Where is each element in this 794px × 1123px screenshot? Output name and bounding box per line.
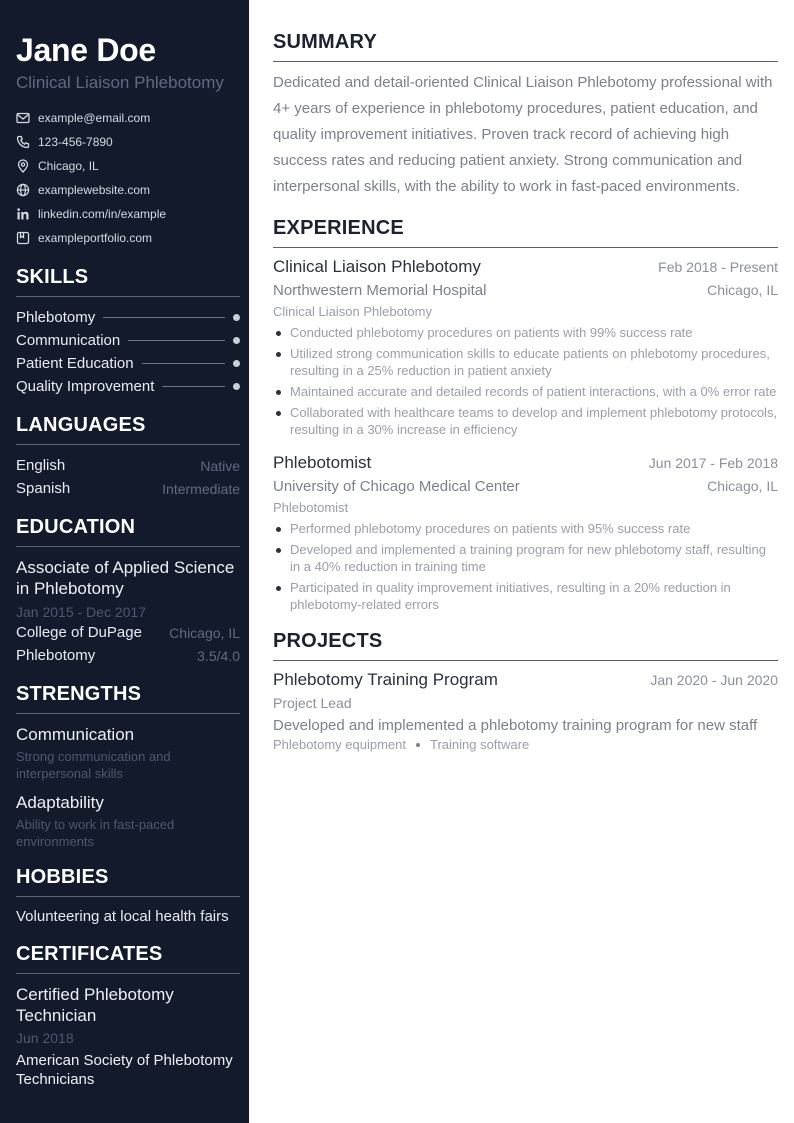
contact-linkedin[interactable] — [16, 202, 240, 226]
project-entry — [273, 669, 778, 752]
skill-leader-line — [162, 386, 225, 387]
project-header — [273, 669, 778, 691]
job-org-row — [273, 477, 778, 497]
skill-label: Phlebotomy — [16, 309, 96, 326]
projects-section — [273, 629, 778, 752]
language-level: Intermediate — [162, 480, 240, 497]
job-bullet: Utilized strong communication skills to educate patients on phlebotomy procedures, resulting in a 25% reduction in patient anxiety — [273, 345, 778, 379]
project-description: Developed and implemented a phlebotomy training program for new staff — [273, 717, 758, 734]
education-degree: Associate of Applied Science in Phlebotomy — [16, 558, 235, 598]
contact-phone-text: 123-456-7890 — [38, 135, 113, 149]
job-bullet: Developed and implemented a training program for new phlebotomy staff, resulting in a 40% reduction in training time — [273, 541, 778, 575]
skills-heading: SKILLS — [16, 265, 240, 297]
job-bullet: Maintained accurate and detailed records of patient interactions, with a 0% error rate — [273, 383, 778, 400]
summary-section — [273, 30, 778, 200]
skill-item — [16, 352, 240, 375]
skill-item — [16, 375, 240, 398]
job-header — [273, 256, 778, 278]
job-bullet: Participated in quality improvement initiatives, resulting in a 20% reduction in phlebotomy-related errors — [273, 579, 778, 613]
languages-heading: LANGUAGES — [16, 413, 240, 445]
certificates-heading: CERTIFICATES — [16, 942, 240, 974]
skill-label: Patient Education — [16, 355, 134, 372]
skill-leader-line — [142, 363, 225, 364]
job-entry — [273, 452, 778, 613]
contact-location — [16, 154, 240, 178]
job-subtitle: Phlebotomist — [273, 500, 349, 515]
skill-level-dot — [233, 337, 240, 344]
projects-heading: PROJECTS — [273, 629, 778, 661]
skill-label: Communication — [16, 332, 121, 349]
strength-description: Strong communication and interpersonal skills — [16, 749, 171, 781]
skill-label: Quality Improvement — [16, 378, 155, 395]
skill-level-dot — [233, 360, 240, 367]
education-school-row — [16, 621, 240, 644]
skill-item — [16, 306, 240, 329]
certificate-date: Jun 2018 — [16, 1030, 74, 1046]
email-icon — [16, 111, 30, 125]
experience-section — [273, 216, 778, 613]
hobbies-heading: HOBBIES — [16, 865, 240, 897]
language-level: Native — [200, 457, 240, 474]
project-dates: Jan 2020 - Jun 2020 — [650, 672, 778, 688]
job-bullets — [273, 324, 778, 438]
project-tag: Training software — [429, 737, 530, 752]
job-organization: University of Chicago Medical Center — [273, 478, 520, 495]
experience-heading: EXPERIENCE — [273, 216, 778, 248]
job-organization: Northwestern Memorial Hospital — [273, 282, 487, 299]
contact-website[interactable] — [16, 178, 240, 202]
language-item — [16, 454, 240, 477]
job-subtitle: Clinical Liaison Phlebotomy — [273, 304, 432, 319]
contact-location-text: Chicago, IL — [38, 159, 99, 173]
skills-list — [16, 306, 240, 398]
strengths-heading: STRENGTHS — [16, 682, 240, 714]
education-field: Phlebotomy — [16, 647, 96, 664]
job-bullet: Performed phlebotomy procedures on patients with 95% success rate — [273, 520, 778, 537]
contact-email[interactable] — [16, 106, 240, 130]
linkedin-icon — [16, 207, 30, 221]
skill-level-dot — [233, 383, 240, 390]
skill-leader-line — [128, 340, 225, 341]
contact-phone[interactable] — [16, 130, 240, 154]
strength-title: Adaptability — [16, 793, 104, 812]
strength-description: Ability to work in fast-paced environments — [16, 817, 175, 849]
education-location: Chicago, IL — [169, 624, 240, 641]
candidate-name: Jane Doe — [16, 32, 156, 68]
contact-website-text: examplewebsite.com — [38, 183, 151, 197]
education-gpa: 3.5/4.0 — [197, 647, 240, 664]
job-bullets — [273, 520, 778, 613]
project-title: Phlebotomy Training Program — [273, 670, 498, 689]
job-dates: Feb 2018 - Present — [658, 259, 778, 275]
education-heading: EDUCATION — [16, 515, 240, 547]
certificate-name: American Society of Phlebotomy Technicians — [16, 1052, 233, 1088]
skill-level-dot — [233, 314, 240, 321]
summary-text: Dedicated and detail-oriented Clinical Liaison Phlebotomy professional with 4+ years of experience in phlebotomy procedures, patient education, and quality improvement initiatives. Proven track record of achieving high success rates and reducing patient anxiety. Strong communication and interpersonal skills, with the ability to work in fast-paced environments. — [273, 74, 773, 195]
skill-item — [16, 329, 240, 352]
tag-separator — [416, 743, 420, 747]
contact-portfolio[interactable] — [16, 226, 240, 250]
job-title: Clinical Liaison Phlebotomy — [273, 257, 481, 276]
globe-icon — [16, 183, 30, 197]
contact-email-text: example@email.com — [38, 111, 151, 125]
main-content — [273, 30, 778, 752]
education-school: College of DuPage — [16, 624, 142, 641]
portfolio-icon — [16, 231, 30, 245]
job-dates: Jun 2017 - Feb 2018 — [648, 455, 778, 471]
job-location: Chicago, IL — [707, 478, 778, 494]
hobby-item: Volunteering at local health fairs — [16, 908, 229, 925]
summary-heading: SUMMARY — [273, 30, 778, 62]
certificate-name: Certified Phlebotomy Technician — [16, 985, 174, 1025]
education-dates: Jan 2015 - Dec 2017 — [16, 604, 146, 620]
job-bullet: Collaborated with healthcare teams to develop and implement phlebotomy protocols, resulting in a 30% increase in efficiency — [273, 404, 778, 438]
strength-title: Communication — [16, 725, 135, 744]
sidebar — [0, 0, 249, 1123]
project-role: Project Lead — [273, 695, 352, 711]
language-name: English — [16, 457, 66, 474]
language-name: Spanish — [16, 480, 71, 497]
education-field-row — [16, 644, 240, 667]
project-tag: Phlebotomy equipment — [273, 737, 406, 752]
skill-leader-line — [103, 317, 225, 318]
candidate-title: Clinical Liaison Phlebotomy — [16, 73, 224, 92]
job-entry — [273, 256, 778, 438]
contact-linkedin-text: linkedin.com/in/example — [38, 207, 167, 221]
job-bullet: Conducted phlebotomy procedures on patients with 99% success rate — [273, 324, 778, 341]
location-pin-icon — [16, 159, 30, 173]
contact-portfolio-text: exampleportfolio.com — [38, 231, 153, 245]
languages-list — [16, 454, 240, 500]
contact-list — [16, 106, 240, 250]
project-tags — [273, 737, 778, 752]
job-location: Chicago, IL — [707, 282, 778, 298]
job-header — [273, 452, 778, 474]
job-title: Phlebotomist — [273, 453, 372, 472]
language-item — [16, 477, 240, 500]
phone-icon — [16, 135, 30, 149]
job-org-row — [273, 281, 778, 301]
